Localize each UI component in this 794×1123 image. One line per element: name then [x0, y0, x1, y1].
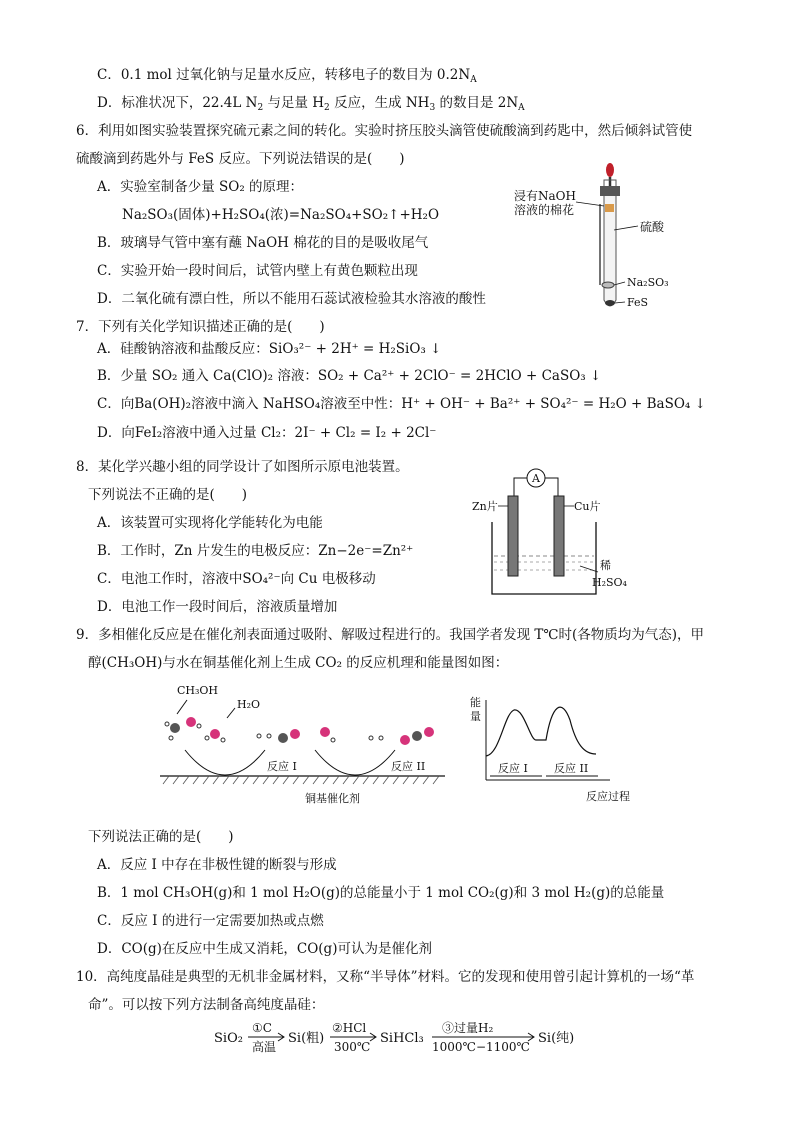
dropper-bulb: [606, 163, 614, 177]
test-tube: [604, 196, 616, 306]
q10-stem-line2: 命”。可以按下列方法制备高纯度晶硅：: [88, 997, 325, 1013]
q6-stem-line1: 6．利用如图实验装置探究硫元素之间的转化。实验时挤压胶头滴管使硫酸滴到药匙中，然后倾斜试管使: [76, 123, 693, 139]
label-h2so4: H₂SO₄: [592, 576, 627, 589]
label-energy-2: 量: [470, 710, 481, 723]
flow-step2-top: ②HCl: [332, 1021, 367, 1035]
flow-step3-top: ③过量H₂: [442, 1021, 494, 1035]
label-energy-1: 能: [470, 696, 481, 709]
label-fes: FeS: [627, 296, 649, 309]
q5-option-c: C．0.1 mol 过氧化钠与足量水反应，转移电子的数目为 $0.2N_A$: [97, 67, 477, 85]
label-zn: Zn片: [472, 500, 498, 513]
q7-option-c: C．向Ba(OH)₂溶液中滴入 NaHSO₄溶液至中性：H⁺ + OH⁻ + Ba²⁺ + SO₄²⁻ = H₂O + BaSO₄ ↓: [97, 396, 706, 412]
fes-solid: [605, 300, 615, 306]
ammeter-label: A: [532, 472, 540, 485]
label-reaction-2: 反应 II: [391, 760, 426, 773]
q8-option-a: A．该装置可实现将化学能转化为电能: [97, 515, 323, 531]
q6-option-c: C．实验开始一段时间后，试管内壁上有黄色颗粒出现: [97, 263, 418, 279]
q9-substem: 下列说法正确的是( ): [88, 829, 234, 845]
energy-curve: [486, 707, 596, 756]
methanol-molecule: [165, 717, 201, 740]
q8-stem: 8．某化学兴趣小组的同学设计了如图所示原电池装置。: [76, 459, 409, 475]
cotton-wad: [605, 204, 614, 212]
q6-stem-line2: 硫酸滴到药匙外与 FeS 反应。下列说法错误的是( ): [76, 151, 405, 167]
cu-electrode: [554, 496, 564, 576]
q8-option-d: D．电池工作一段时间后，溶液质量增加: [97, 599, 338, 615]
q7-option-b: B．少量 SO₂ 通入 Ca(ClO)₂ 溶液：SO₂ + Ca²⁺ + 2ClO⁻ = 2HClO + CaSO₃ ↓: [97, 368, 602, 384]
q10-flow-diagram: [210, 1014, 590, 1056]
label-h2o: H₂O: [237, 698, 261, 711]
q7-option-d: D．向FeI₂溶液中通入过量 Cl₂：2I⁻ + Cl₂ = I₂ + 2Cl⁻: [97, 425, 437, 441]
q7-option-a: A．硅酸钠溶液和盐酸反应：SiO₃²⁻ + 2H⁺ = H₂SiO₃ ↓: [97, 341, 442, 357]
label-reaction-1: 反应 I: [267, 760, 297, 773]
q7-stem: 7．下列有关化学知识描述正确的是( ): [76, 319, 325, 335]
q6-option-d: D．二氧化硫有漂白性，所以不能用石蕊试液检验其水溶液的酸性: [97, 291, 486, 307]
q8-option-c: C．电池工作时，溶液中SO₄²⁻向 Cu 电极移动: [97, 571, 376, 587]
q8-substem: 下列说法不正确的是( ): [88, 487, 248, 503]
q9-option-d: D．CO(g)在反应中生成又消耗，CO(g)可认为是催化剂: [97, 941, 432, 957]
label-process: 反应过程: [586, 790, 630, 803]
stopper: [600, 186, 620, 196]
flow-step2-bottom: 300℃: [334, 1040, 371, 1054]
label-acid: 硫酸: [640, 220, 665, 234]
flow-sio2: SiO₂: [214, 1031, 243, 1046]
q9-mechanism-figure: [155, 680, 455, 810]
flow-sihcl3: SiHCl₃: [380, 1031, 424, 1046]
flow-step3-bottom: 1000℃−1100℃: [432, 1040, 530, 1054]
label-naoh-line2: 溶液的棉花: [514, 203, 575, 217]
q9-option-b: B．1 mol CH₃OH(g)和 1 mol H₂O(g)的总能量小于 1 mol CO₂(g)和 3 mol H₂(g)的总能量: [97, 885, 665, 901]
product-co2: [369, 727, 434, 745]
label-dilute: 稀: [600, 559, 611, 572]
q5-option-d: D．标准状况下，22.4L $N_2$ 与足量 $H_2$ 反应，生成 $NH_3$ 的数目是 $2N_A$: [97, 95, 525, 113]
q10-stem-line1: 10．高纯度晶硅是典型的无机非金属材料，又称“半导体”材料。它的发现和使用曾引起计算机的一场“革: [76, 969, 695, 985]
label-na2so3: Na₂SO₃: [627, 276, 669, 289]
label-er2: 反应 II: [554, 762, 589, 775]
q8-cell-figure: [470, 462, 650, 604]
q9-option-a: A．反应 I 中存在非极性键的断裂与形成: [97, 857, 337, 873]
spoon-bowl: [602, 282, 614, 288]
q9-option-c: C．反应 I 的进行一定需要加热或点燃: [97, 913, 324, 929]
water-molecule: [205, 729, 225, 742]
q9-stem-line1: 9．多相催化反应是在催化剂表面通过吸附、解吸过程进行的。我国学者发现 T℃时(各物质均为气态)，甲: [76, 627, 705, 643]
q6-option-b: B．玻璃导气管中塞有蘸 NaOH 棉花的目的是吸收尾气: [97, 235, 429, 251]
q9-stem-line2: 醇(CH₃OH)与水在铜基催化剂上生成 CO₂ 的反应机理和能量图如图：: [88, 655, 509, 671]
zn-electrode: [508, 496, 518, 576]
label-catalyst: 铜基催化剂: [305, 792, 360, 805]
flow-step1-top: ①C: [252, 1021, 272, 1035]
flow-step1-bottom: 高温: [252, 1040, 277, 1054]
q6-apparatus-figure: [500, 160, 700, 315]
label-cu: Cu片: [574, 500, 601, 513]
q6-equation: Na₂SO₃(固体)+H₂SO₄(浓)=Na₂SO₄+SO₂↑+H₂O: [122, 207, 440, 223]
flow-si-pure: Si(纯): [538, 1031, 575, 1046]
label-naoh-line1: 浸有NaOH: [514, 189, 576, 203]
label-ch3oh: CH₃OH: [177, 684, 219, 697]
q8-option-b: B．工作时，Zn 片发生的电极反应：Zn−2e⁻=Zn²⁺: [97, 543, 414, 559]
q9-energy-diagram: [470, 694, 650, 806]
flow-si-crude: Si(粗): [288, 1031, 325, 1046]
label-er1: 反应 I: [498, 762, 528, 775]
q6-option-a: A．实验室制备少量 SO₂ 的原理：: [97, 179, 304, 195]
intermediate-co: [257, 727, 335, 743]
